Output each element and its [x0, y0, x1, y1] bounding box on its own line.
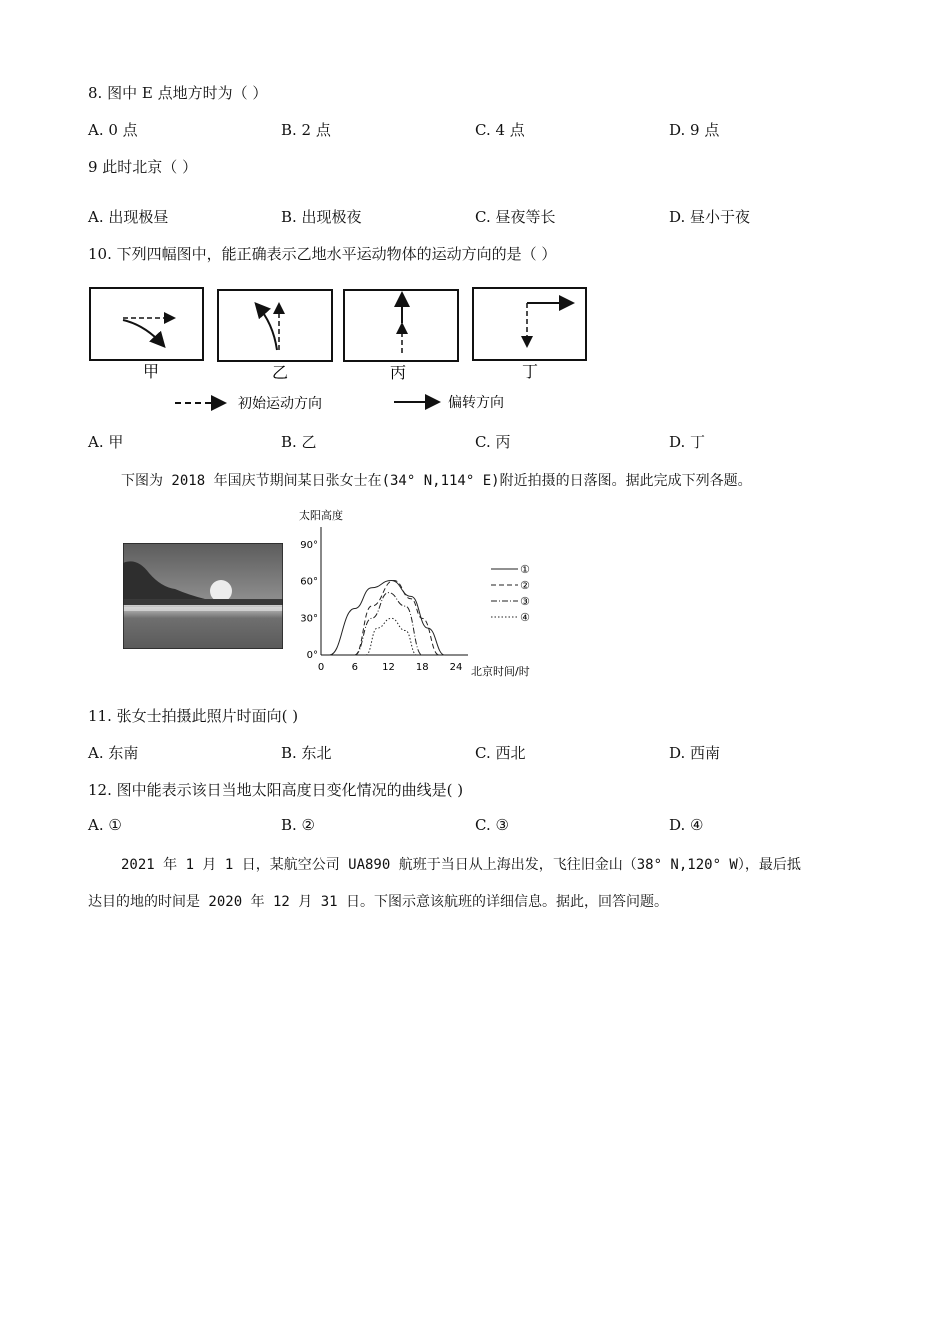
q10-option-a: A. 甲	[88, 433, 124, 451]
curve-series-4	[366, 618, 417, 655]
q12-option-a: A. ①	[88, 816, 122, 834]
q8-option-a: A. 0 点	[88, 121, 138, 139]
q12-stem: 12. 图中能表示该日当地太阳高度日变化情况的曲线是( )	[88, 781, 464, 799]
y-tick-label: 90°	[300, 540, 318, 551]
q9-option-a: A. 出现极昼	[88, 208, 169, 226]
q9-option-c: C. 昼夜等长	[475, 208, 556, 226]
y-tick-label: 30°	[300, 613, 318, 625]
deflection-diagram	[85, 283, 595, 418]
q8-option-b: B. 2 点	[281, 121, 331, 139]
x-tick-label: 12	[382, 662, 395, 673]
x-tick-label: 0	[317, 662, 325, 673]
q9-option-b: B. 出现极夜	[281, 208, 362, 226]
curve-series-2	[355, 580, 439, 655]
panel-bing	[344, 290, 458, 361]
sunset-photo	[123, 543, 283, 649]
intro-flight-line1: 2021 年 1 月 1 日，某航空公司 UA890 航班于当日从上海出发，飞往旧金山（38° N,120° W），最后抵	[121, 857, 801, 873]
q8-stem: 8. 图中 E 点地方时为（ ）	[88, 84, 268, 102]
q11-option-a: A. 东南	[88, 744, 139, 762]
sun-altitude-chart	[296, 505, 546, 680]
q11-option-d: D. 西南	[669, 744, 721, 762]
q10-option-d: D. 丁	[669, 433, 706, 451]
q12-option-d: D. ④	[669, 816, 704, 834]
panel-label-ding: 丁	[521, 362, 539, 381]
legend-label-3: ③	[520, 595, 530, 608]
q11-option-b: B. 东北	[281, 744, 332, 762]
legend-deflect-label: 偏转方向	[448, 395, 504, 411]
q11-stem: 11. 张女士拍摄此照片时面向( )	[88, 707, 299, 725]
y-tick-label: 60°	[300, 576, 318, 588]
curve-series-1	[329, 580, 444, 655]
panel-label-jia: 甲	[142, 362, 160, 381]
panel-yi	[218, 290, 332, 361]
chart-ylabel: 太阳高度	[299, 509, 343, 522]
q12-option-b: B. ②	[281, 816, 316, 834]
legend-label-4: ④	[520, 611, 530, 624]
x-tick-label: 18	[415, 662, 429, 673]
panel-jia	[90, 288, 203, 360]
q9-stem: 9 此时北京（ ）	[88, 158, 198, 176]
legend-label-1: ①	[520, 563, 530, 576]
legend-initial-label: 初始运动方向	[238, 396, 322, 412]
intro-flight-line2: 达目的地的时间是 2020 年 12 月 31 日。下图示意该航班的详细信息。据此，回答问题。	[88, 894, 668, 910]
chart-xlabel: 北京时间/时	[471, 665, 530, 678]
q10-option-c: C. 丙	[475, 433, 511, 451]
q8-option-d: D. 9 点	[669, 121, 720, 139]
y-tick-label: 0°	[306, 650, 318, 661]
panel-label-yi: 乙	[271, 363, 289, 382]
q10-option-b: B. 乙	[281, 433, 317, 451]
legend-label-2: ②	[520, 579, 530, 592]
q8-option-c: C. 4 点	[475, 121, 525, 139]
q10-stem: 10. 下列四幅图中，能正确表示乙地水平运动物体的运动方向的是（ ）	[88, 245, 557, 263]
panel-label-bing: 丙	[389, 363, 407, 382]
q9-option-d: D. 昼小于夜	[669, 208, 751, 226]
intro-sunset: 下图为 2018 年国庆节期间某日张女士在(34° N,114° E)附近拍摄的日落图。据此完成下列各题。	[121, 473, 752, 489]
q11-option-c: C. 西北	[475, 744, 526, 762]
q12-option-c: C. ③	[475, 816, 509, 834]
x-tick-label: 24	[449, 662, 463, 673]
panel-ding	[473, 288, 586, 360]
x-tick-label: 6	[351, 662, 358, 673]
